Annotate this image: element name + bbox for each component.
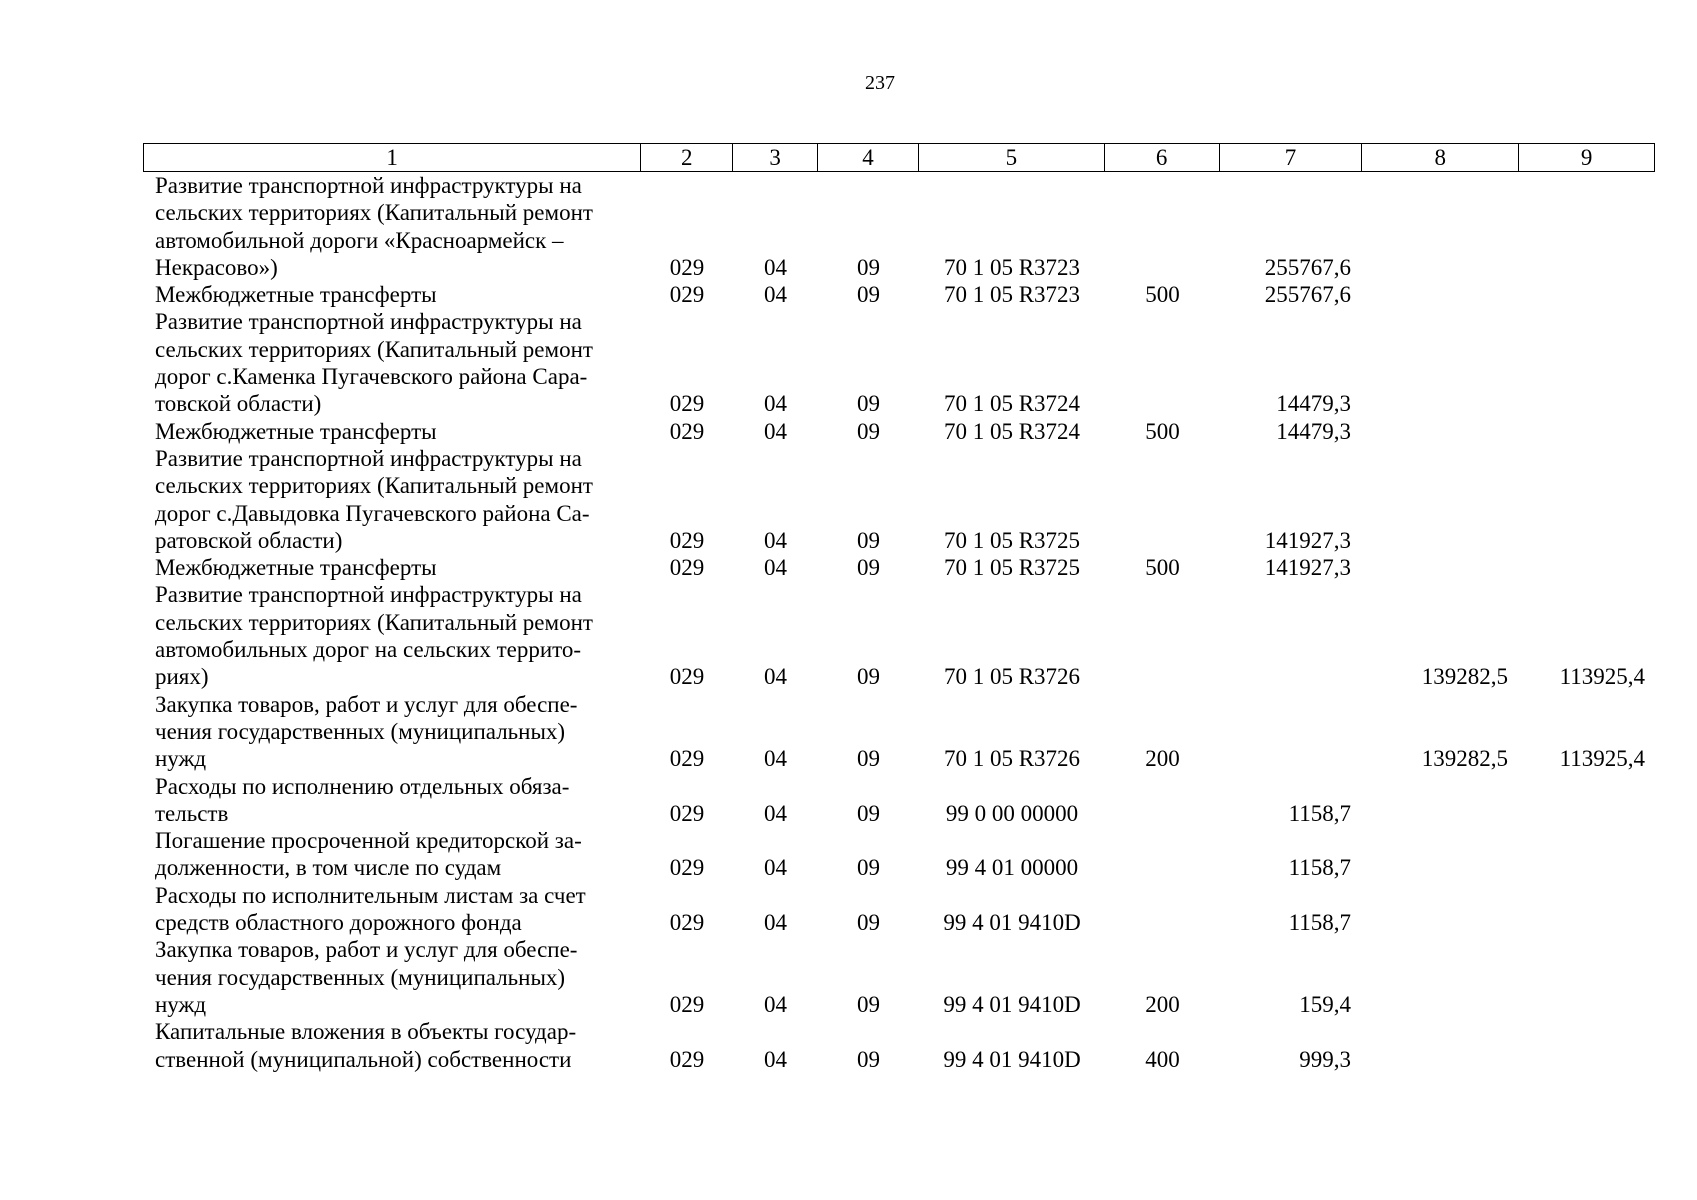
table-row [143,827,1655,882]
amount-col7-cell: 141927,3 [1264,555,1351,581]
subsection-code-cell: 09 [857,555,880,581]
description-line: нужд [155,746,207,772]
ministry-code-cell: 029 [669,746,705,772]
page-number: 237 [865,72,895,94]
target-article-cell: 70 1 05 R3725 [943,527,1081,553]
target-article-cell: 99 4 01 9410D [943,991,1081,1017]
ministry-code-cell: 029 [669,664,705,690]
row-description [143,418,641,445]
description-line: риях) [155,664,209,690]
description-line: автомобильных дорог на сельских террито- [155,637,582,663]
row-description [143,554,641,581]
subsection-code-cell: 09 [857,254,880,280]
table-row [143,691,1655,773]
column-header: 2 [641,144,733,171]
amount-col7-cell: 1158,7 [1288,800,1351,826]
description-line: Развитие транспортной инфраструктуры на [155,582,582,608]
target-article-cell: 99 4 01 9410D [943,1046,1081,1072]
ministry-code-cell: 029 [669,555,705,581]
amount-col7-cell: 255767,6 [1264,282,1351,308]
amount-col9-cell: 113925,4 [1559,746,1645,772]
subsection-code-cell: 09 [857,1046,880,1072]
description-line: ственной (муниципальной) собственности [155,1046,572,1072]
table-row [143,1018,1655,1073]
description-line: долженности, в том числе по судам [155,855,502,881]
target-article-cell: 70 1 05 R3725 [943,555,1081,581]
target-article-cell: 99 4 01 00000 [945,855,1079,881]
row-description [143,936,641,1018]
description-line: Расходы по исполнению отдельных обяза- [155,773,570,799]
description-line: сельских территориях (Капитальный ремонт [155,609,593,635]
table-row [143,172,1655,281]
description-line: Расходы по исполнительным листам за счет [155,882,586,908]
row-description [143,172,641,281]
description-line: сельских территориях (Капитальный ремонт [155,473,593,499]
description-line: Межбюджетные трансферты [155,418,437,444]
target-article-cell: 70 1 05 R3723 [943,282,1081,308]
description-line: товской области) [155,391,322,417]
amount-col7-cell: 1158,7 [1288,910,1351,936]
description-line: автомобильной дороги «Красноармейск – [155,227,564,253]
section-code-cell: 04 [764,910,787,936]
row-description [143,691,641,773]
subsection-code-cell: 09 [857,910,880,936]
description-line: Некрасово») [155,254,278,280]
ministry-code-cell: 029 [669,855,705,881]
expense-type-cell: 500 [1145,555,1180,581]
target-article-cell: 70 1 05 R3723 [943,254,1081,280]
section-code-cell: 04 [764,1046,787,1072]
table-body [143,172,1655,1073]
ministry-code-cell: 029 [669,800,705,826]
row-description [143,445,641,554]
subsection-code-cell: 09 [857,800,880,826]
table-row [143,445,1655,554]
amount-col7-cell: 1158,7 [1288,855,1351,881]
target-article-cell: 70 1 05 R3726 [943,664,1081,690]
description-line: сельских территориях (Капитальный ремонт [155,200,593,226]
description-line: чения государственных (муниципальных) [155,964,566,990]
section-code-cell: 04 [764,855,787,881]
expense-type-cell: 200 [1145,991,1180,1017]
column-header: 7 [1220,144,1363,171]
expense-type-cell: 500 [1145,418,1180,444]
expense-type-cell: 400 [1145,1046,1180,1072]
target-article-cell: 99 0 00 00000 [945,800,1079,826]
table-row [143,773,1655,828]
description-line: Погашение просроченной кредиторской за- [155,828,582,854]
section-code-cell: 04 [764,555,787,581]
row-description [143,1018,641,1073]
section-code-cell: 04 [764,391,787,417]
table-row [143,554,1655,581]
expense-type-cell: 500 [1145,282,1180,308]
row-description [143,827,641,882]
description-line: дорог с.Каменка Пугачевского района Сара- [155,364,588,390]
column-header: 1 [144,144,641,171]
target-article-cell: 99 4 01 9410D [943,910,1081,936]
ministry-code-cell: 029 [669,391,705,417]
section-code-cell: 04 [764,418,787,444]
target-article-cell: 70 1 05 R3726 [943,746,1081,772]
description-line: нужд [155,991,207,1017]
ministry-code-cell: 029 [669,282,705,308]
target-article-cell: 70 1 05 R3724 [943,391,1081,417]
amount-col7-cell: 255767,6 [1264,254,1351,280]
amount-col7-cell: 999,3 [1299,1046,1351,1072]
subsection-code-cell: 09 [857,527,880,553]
ministry-code-cell: 029 [669,991,705,1017]
table-row [143,418,1655,445]
subsection-code-cell: 09 [857,391,880,417]
row-description [143,581,641,690]
column-header: 4 [818,144,919,171]
column-header: 6 [1105,144,1220,171]
column-header: 3 [733,144,818,171]
ministry-code-cell: 029 [669,910,705,936]
table-row [143,581,1655,690]
description-line: Закупка товаров, работ и услуг для обеспе- [155,691,578,717]
section-code-cell: 04 [764,282,787,308]
section-code-cell: 04 [764,991,787,1017]
column-header: 9 [1580,145,1593,170]
amount-col7-cell: 14479,3 [1276,418,1351,444]
amount-col8-cell: 139282,5 [1421,664,1508,690]
section-code-cell: 04 [764,527,787,553]
description-line: чения государственных (муниципальных) [155,718,566,744]
ministry-code-cell: 029 [669,1046,705,1072]
target-article-cell: 70 1 05 R3724 [943,418,1081,444]
description-line: ратовской области) [155,527,343,553]
table-row [143,936,1655,1018]
amount-col7-cell: 141927,3 [1264,527,1351,553]
amount-col8-cell: 139282,5 [1421,746,1508,772]
section-code-cell: 04 [764,664,787,690]
description-line: дорог с.Давыдовка Пугачевского района Са- [155,500,590,526]
row-description [143,308,641,417]
description-line: Развитие транспортной инфраструктуры на [155,309,582,335]
column-header: 5 [919,144,1105,171]
description-line: Межбюджетные трансферты [155,555,437,581]
description-line: Капитальные вложения в объекты государ- [155,1019,577,1045]
subsection-code-cell: 09 [857,855,880,881]
subsection-code-cell: 09 [857,418,880,444]
row-description [143,882,641,937]
subsection-code-cell: 09 [857,664,880,690]
description-line: Развитие транспортной инфраструктуры на [155,173,582,198]
table-header [143,143,1655,172]
column-header: 8 [1362,144,1519,171]
description-line: Закупка товаров, работ и услуг для обеспе- [155,937,578,963]
description-line: тельств [155,800,229,826]
description-line: Развитие транспортной инфраструктуры на [155,445,582,471]
description-line: средств областного дорожного фонда [155,910,522,936]
description-line: сельских территориях (Капитальный ремонт [155,336,593,362]
table-row [143,281,1655,308]
table-row [143,882,1655,937]
expense-type-cell: 200 [1145,746,1180,772]
section-code-cell: 04 [764,254,787,280]
subsection-code-cell: 09 [857,282,880,308]
subsection-code-cell: 09 [857,991,880,1017]
ministry-code-cell: 029 [669,418,705,444]
amount-col9-cell: 113925,4 [1559,664,1645,690]
ministry-code-cell: 029 [669,254,705,280]
subsection-code-cell: 09 [857,746,880,772]
section-code-cell: 04 [764,746,787,772]
section-code-cell: 04 [764,800,787,826]
amount-col7-cell: 159,4 [1299,991,1351,1017]
table-row [143,308,1655,417]
amount-col7-cell: 14479,3 [1276,391,1351,417]
ministry-code-cell: 029 [669,527,705,553]
row-description [143,773,641,828]
description-line: Межбюджетные трансферты [155,282,437,308]
row-description [143,281,641,308]
